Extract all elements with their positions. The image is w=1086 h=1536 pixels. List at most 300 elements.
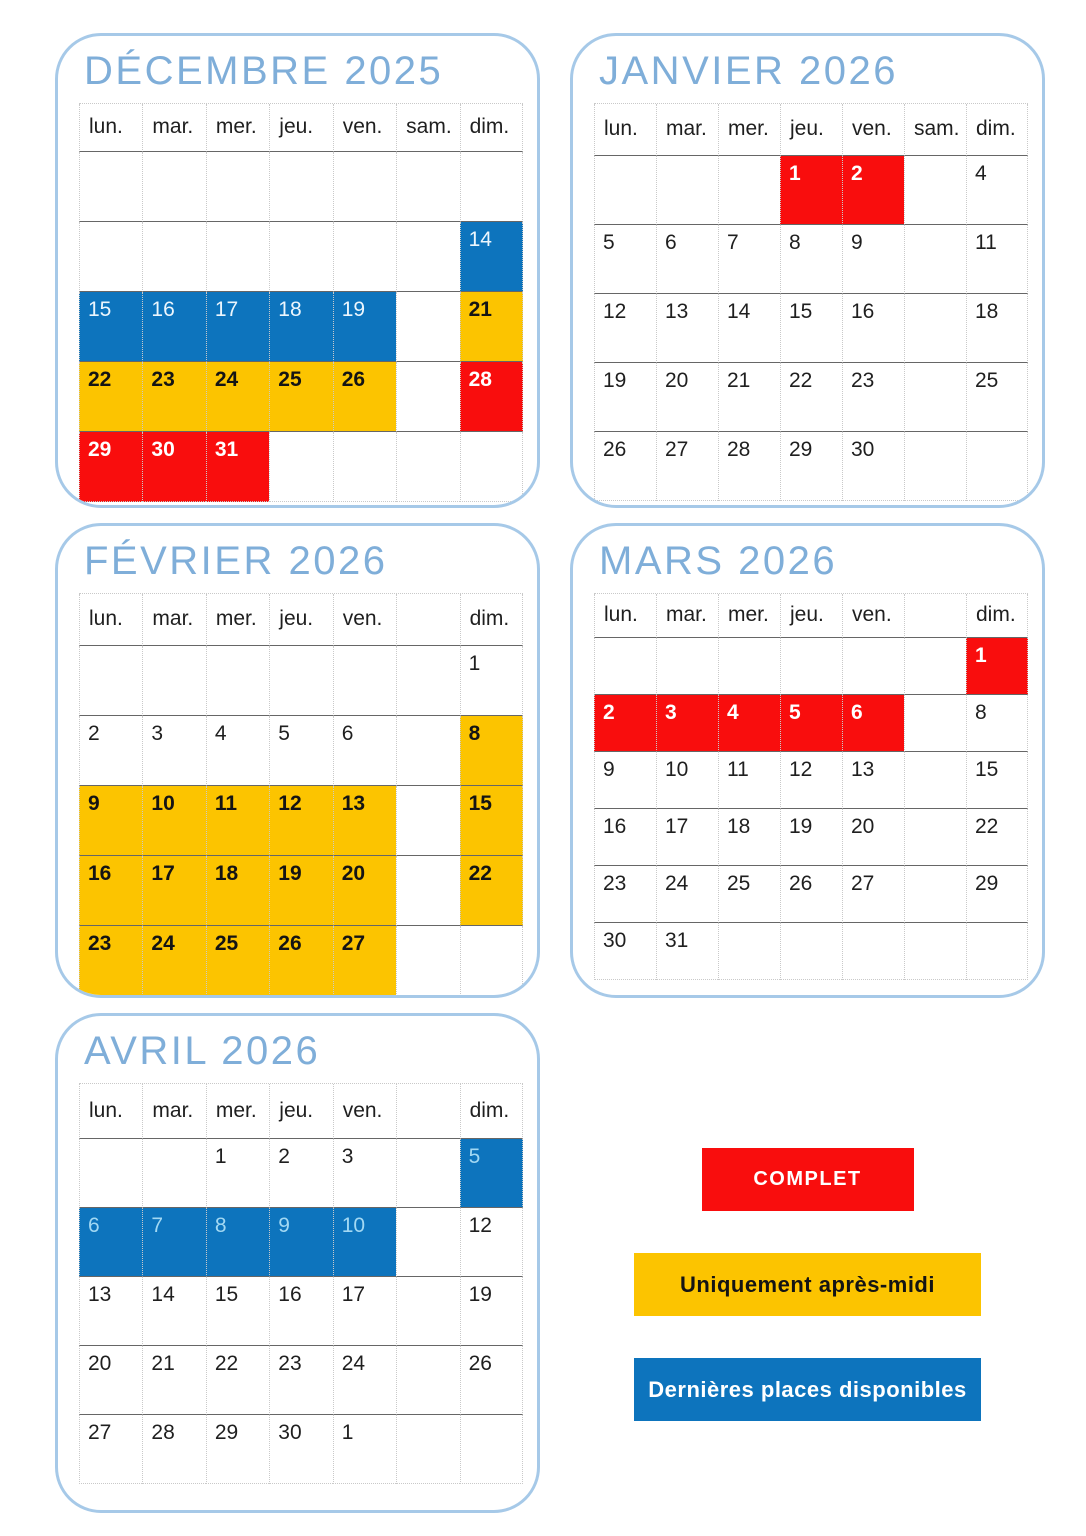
day-number: 26	[468, 1351, 492, 1375]
day-number: 12	[278, 791, 302, 815]
legend-item-complet	[702, 1148, 914, 1211]
day-cell	[842, 363, 904, 432]
weekday-header: dim.	[966, 104, 1028, 156]
weekday-header: jeu.	[269, 594, 332, 646]
day-number: 14	[151, 1282, 175, 1306]
day-number: 13	[665, 299, 689, 323]
day-number: 10	[665, 757, 689, 781]
day-cell	[966, 363, 1028, 432]
day-cell	[460, 786, 523, 856]
day-cell-empty	[396, 152, 459, 222]
day-cell	[79, 716, 142, 786]
day-number: 19	[789, 814, 813, 838]
day-number: 26	[278, 931, 302, 955]
day-cell	[269, 1415, 332, 1484]
day-cell-empty	[142, 1139, 205, 1208]
day-cell-empty	[206, 646, 269, 716]
day-cell	[460, 856, 523, 926]
day-number: 8	[975, 700, 987, 724]
day-number: 16	[278, 1282, 302, 1306]
day-cell	[142, 1346, 205, 1415]
day-cell	[966, 752, 1028, 809]
month-grid	[79, 103, 523, 502]
day-number: 4	[975, 161, 987, 185]
day-cell-empty	[904, 432, 966, 501]
day-number: 9	[603, 757, 615, 781]
day-cell	[142, 786, 205, 856]
day-number: 20	[665, 368, 689, 392]
day-number: 3	[151, 721, 164, 745]
day-cell	[333, 1277, 396, 1346]
day-cell-empty	[904, 156, 966, 225]
day-number: 23	[851, 368, 875, 392]
day-cell	[842, 294, 904, 363]
legend-item-apres-midi	[634, 1253, 981, 1316]
weekday-header: lun.	[79, 1084, 142, 1139]
day-cell	[718, 294, 780, 363]
weekday-header	[396, 594, 459, 646]
month-title: FÉVRIER 2026	[84, 539, 388, 583]
month-grid	[594, 593, 1028, 980]
day-number: 4	[727, 700, 739, 724]
day-number: 10	[341, 1213, 366, 1237]
day-cell-empty	[396, 1346, 459, 1415]
day-cell-empty	[966, 923, 1028, 980]
day-cell	[656, 752, 718, 809]
weekday-header: jeu.	[780, 104, 842, 156]
day-number: 11	[214, 791, 238, 815]
day-cell	[142, 362, 205, 432]
day-number: 30	[603, 928, 627, 952]
day-cell	[269, 1208, 332, 1277]
weekday-header: ven.	[333, 1084, 396, 1139]
day-cell-empty	[904, 809, 966, 866]
weekday-header: jeu.	[780, 594, 842, 638]
weekday-header: ven.	[842, 594, 904, 638]
day-number: 16	[88, 861, 112, 885]
day-cell	[142, 1208, 205, 1277]
day-cell-empty	[460, 432, 523, 502]
day-cell	[206, 1415, 269, 1484]
day-cell-empty	[718, 923, 780, 980]
day-cell	[718, 695, 780, 752]
day-cell	[594, 432, 656, 501]
day-number: 22	[789, 368, 813, 392]
month-card-dec	[55, 33, 540, 508]
legend-item-label: Uniquement après-midi	[680, 1271, 935, 1297]
day-number: 8	[789, 230, 801, 254]
day-number: 15	[214, 1282, 239, 1306]
day-cell-empty	[79, 222, 142, 292]
weekday-header: jeu.	[269, 104, 332, 152]
day-number: 25	[975, 368, 999, 392]
day-number: 18	[975, 299, 999, 323]
day-cell-empty	[396, 926, 459, 996]
day-cell	[206, 1208, 269, 1277]
day-number: 4	[214, 721, 227, 745]
day-number: 9	[278, 1213, 290, 1237]
day-number: 3	[665, 700, 677, 724]
day-number: 30	[851, 437, 875, 461]
day-number: 12	[468, 1213, 492, 1237]
day-cell	[842, 156, 904, 225]
day-number: 5	[789, 700, 801, 724]
day-cell	[333, 1415, 396, 1484]
day-cell	[333, 926, 396, 996]
day-cell-empty	[333, 222, 396, 292]
day-number: 22	[468, 861, 492, 885]
day-cell-empty	[396, 432, 459, 502]
day-cell	[206, 362, 269, 432]
day-cell-empty	[842, 923, 904, 980]
day-number: 20	[88, 1351, 112, 1375]
day-cell	[269, 1139, 332, 1208]
day-cell-empty	[333, 646, 396, 716]
day-cell	[460, 362, 523, 432]
day-cell-empty	[594, 156, 656, 225]
day-number: 14	[468, 227, 492, 251]
day-cell-empty	[396, 716, 459, 786]
day-cell	[206, 432, 269, 502]
day-cell	[656, 225, 718, 294]
day-cell	[594, 809, 656, 866]
month-grid	[594, 103, 1028, 501]
day-number: 5	[603, 230, 615, 254]
day-cell	[656, 923, 718, 980]
day-cell-empty	[594, 638, 656, 695]
day-number: 6	[88, 1213, 100, 1237]
day-cell	[594, 752, 656, 809]
day-number: 11	[727, 757, 749, 781]
weekday-header: dim.	[460, 594, 523, 646]
day-cell	[142, 716, 205, 786]
weekday-header: lun.	[594, 594, 656, 638]
day-cell	[460, 222, 523, 292]
day-cell-empty	[460, 152, 523, 222]
weekday-header: mar.	[656, 594, 718, 638]
day-cell-empty	[396, 1415, 459, 1484]
weekday-header: lun.	[594, 104, 656, 156]
day-cell	[333, 1139, 396, 1208]
day-number: 13	[341, 791, 366, 815]
day-cell	[718, 225, 780, 294]
day-cell	[460, 646, 523, 716]
day-number: 26	[603, 437, 627, 461]
day-number: 2	[278, 1144, 290, 1168]
day-cell-empty	[79, 646, 142, 716]
day-number: 1	[789, 161, 801, 185]
month-card-apr	[55, 1013, 540, 1513]
day-number: 12	[789, 757, 813, 781]
day-number: 16	[151, 297, 175, 321]
weekday-header: mer.	[718, 104, 780, 156]
day-cell	[333, 1346, 396, 1415]
day-number: 29	[975, 871, 999, 895]
day-cell	[718, 809, 780, 866]
day-cell	[206, 926, 269, 996]
weekday-header: ven.	[333, 104, 396, 152]
day-cell	[842, 695, 904, 752]
day-cell	[142, 1277, 205, 1346]
day-cell	[142, 856, 205, 926]
weekday-header: sam.	[904, 104, 966, 156]
day-cell-empty	[396, 856, 459, 926]
day-cell	[79, 1415, 142, 1484]
day-cell	[966, 638, 1028, 695]
day-number: 17	[341, 1282, 366, 1306]
day-number: 9	[851, 230, 863, 254]
weekday-header: mar.	[142, 104, 205, 152]
day-cell	[269, 1346, 332, 1415]
day-cell-empty	[656, 156, 718, 225]
day-number: 6	[851, 700, 863, 724]
day-cell	[206, 716, 269, 786]
day-cell	[780, 294, 842, 363]
day-cell	[79, 1277, 142, 1346]
day-cell-empty	[842, 638, 904, 695]
day-cell	[79, 926, 142, 996]
day-cell	[206, 786, 269, 856]
day-number: 19	[341, 297, 366, 321]
day-cell	[780, 156, 842, 225]
day-cell-empty	[904, 695, 966, 752]
day-cell	[333, 856, 396, 926]
day-cell	[142, 1415, 205, 1484]
day-cell-empty	[396, 1139, 459, 1208]
day-cell	[842, 432, 904, 501]
day-number: 6	[341, 721, 354, 745]
day-number: 29	[88, 437, 112, 461]
day-cell	[79, 292, 142, 362]
day-cell	[333, 716, 396, 786]
month-title: AVRIL 2026	[84, 1029, 321, 1073]
day-number: 12	[603, 299, 627, 323]
day-number: 2	[851, 161, 863, 185]
day-cell	[269, 1277, 332, 1346]
day-number: 16	[851, 299, 875, 323]
day-number: 25	[214, 931, 239, 955]
day-cell-empty	[396, 1208, 459, 1277]
day-number: 1	[975, 643, 987, 667]
day-cell	[79, 1208, 142, 1277]
day-number: 19	[278, 861, 302, 885]
day-cell	[780, 363, 842, 432]
day-cell	[269, 716, 332, 786]
day-number: 28	[727, 437, 751, 461]
day-cell	[142, 432, 205, 502]
day-cell-empty	[904, 752, 966, 809]
day-cell-empty	[396, 292, 459, 362]
day-cell	[460, 716, 523, 786]
day-number: 1	[341, 1420, 354, 1444]
day-number: 17	[214, 297, 239, 321]
day-cell-empty	[79, 152, 142, 222]
day-cell	[656, 866, 718, 923]
weekday-header: lun.	[79, 104, 142, 152]
day-cell-empty	[966, 432, 1028, 501]
day-number: 27	[341, 931, 366, 955]
day-cell	[269, 926, 332, 996]
day-cell	[966, 294, 1028, 363]
weekday-header	[904, 594, 966, 638]
day-cell-empty	[460, 1415, 523, 1484]
day-cell	[656, 432, 718, 501]
day-cell-empty	[206, 152, 269, 222]
day-cell-empty	[904, 923, 966, 980]
day-cell	[780, 866, 842, 923]
day-number: 24	[665, 871, 689, 895]
weekday-header: dim.	[460, 104, 523, 152]
day-number: 7	[151, 1213, 164, 1237]
day-number: 30	[151, 437, 175, 461]
day-number: 1	[214, 1144, 227, 1168]
day-number: 26	[341, 367, 366, 391]
month-grid	[79, 1083, 523, 1484]
weekday-header	[396, 1084, 459, 1139]
day-number: 14	[727, 299, 751, 323]
day-number: 17	[151, 861, 175, 885]
day-number: 15	[975, 757, 999, 781]
day-number: 17	[665, 814, 689, 838]
legend-item-dernieres-places	[634, 1358, 981, 1421]
day-cell	[460, 1277, 523, 1346]
day-number: 15	[789, 299, 813, 323]
day-number: 23	[88, 931, 112, 955]
day-cell	[718, 752, 780, 809]
day-cell	[79, 1346, 142, 1415]
month-title: MARS 2026	[599, 539, 838, 583]
day-cell-empty	[780, 923, 842, 980]
day-cell	[142, 926, 205, 996]
day-cell-empty	[396, 1277, 459, 1346]
day-cell	[594, 923, 656, 980]
day-cell-empty	[269, 646, 332, 716]
day-number: 11	[975, 230, 997, 254]
day-cell	[269, 856, 332, 926]
weekday-header: ven.	[333, 594, 396, 646]
day-number: 16	[603, 814, 627, 838]
day-cell	[79, 432, 142, 502]
day-number: 26	[789, 871, 813, 895]
day-number: 20	[341, 861, 366, 885]
day-cell	[842, 809, 904, 866]
day-cell-empty	[142, 152, 205, 222]
day-cell-empty	[718, 638, 780, 695]
day-number: 2	[603, 700, 615, 724]
weekday-header: dim.	[966, 594, 1028, 638]
day-cell	[79, 786, 142, 856]
weekday-header: mer.	[718, 594, 780, 638]
day-cell	[206, 1346, 269, 1415]
day-number: 31	[665, 928, 689, 952]
day-number: 5	[278, 721, 290, 745]
day-cell-empty	[904, 638, 966, 695]
day-cell	[966, 156, 1028, 225]
day-number: 22	[88, 367, 112, 391]
day-cell	[780, 752, 842, 809]
day-cell-empty	[780, 638, 842, 695]
day-cell	[842, 866, 904, 923]
weekday-header: lun.	[79, 594, 142, 646]
month-title: JANVIER 2026	[599, 49, 899, 93]
day-number: 25	[278, 367, 302, 391]
day-cell	[333, 786, 396, 856]
day-cell	[333, 362, 396, 432]
day-cell-empty	[269, 152, 332, 222]
day-cell-empty	[396, 786, 459, 856]
day-cell-empty	[396, 222, 459, 292]
day-cell-empty	[269, 222, 332, 292]
day-number: 27	[665, 437, 689, 461]
day-cell	[966, 225, 1028, 294]
day-cell	[718, 866, 780, 923]
day-cell-empty	[333, 432, 396, 502]
day-number: 21	[151, 1351, 175, 1375]
weekday-header: mer.	[206, 594, 269, 646]
legend-item-label: COMPLET	[753, 1168, 862, 1190]
day-number: 24	[214, 367, 239, 391]
day-number: 28	[151, 1420, 175, 1444]
day-number: 8	[214, 1213, 227, 1237]
legend	[570, 1013, 1045, 1513]
day-number: 23	[151, 367, 175, 391]
day-number: 22	[975, 814, 999, 838]
day-cell	[594, 695, 656, 752]
day-cell	[718, 363, 780, 432]
day-cell-empty	[904, 866, 966, 923]
day-cell	[780, 225, 842, 294]
day-number: 23	[278, 1351, 302, 1375]
day-number: 6	[665, 230, 677, 254]
day-cell	[842, 752, 904, 809]
day-cell	[333, 1208, 396, 1277]
weekday-header: jeu.	[269, 1084, 332, 1139]
day-cell-empty	[396, 646, 459, 716]
day-number: 24	[151, 931, 175, 955]
day-cell-empty	[460, 926, 523, 996]
day-cell-empty	[142, 222, 205, 292]
day-number: 31	[214, 437, 239, 461]
day-number: 29	[214, 1420, 239, 1444]
day-number: 30	[278, 1420, 302, 1444]
day-number: 29	[789, 437, 813, 461]
day-number: 27	[851, 871, 875, 895]
day-number: 10	[151, 791, 175, 815]
day-cell	[780, 695, 842, 752]
day-cell-empty	[656, 638, 718, 695]
day-cell	[594, 294, 656, 363]
day-cell	[460, 292, 523, 362]
day-number: 21	[468, 297, 492, 321]
day-cell	[269, 292, 332, 362]
day-cell	[594, 225, 656, 294]
day-number: 25	[727, 871, 751, 895]
day-cell	[460, 1139, 523, 1208]
day-cell-empty	[142, 646, 205, 716]
day-cell	[656, 363, 718, 432]
day-cell	[718, 432, 780, 501]
day-number: 22	[214, 1351, 239, 1375]
weekday-header: ven.	[842, 104, 904, 156]
day-cell-empty	[396, 362, 459, 432]
day-cell-empty	[904, 225, 966, 294]
month-card-feb	[55, 523, 540, 998]
day-number: 2	[88, 721, 100, 745]
day-number: 28	[468, 367, 492, 391]
day-cell	[333, 292, 396, 362]
day-number: 23	[603, 871, 627, 895]
day-number: 24	[341, 1351, 366, 1375]
